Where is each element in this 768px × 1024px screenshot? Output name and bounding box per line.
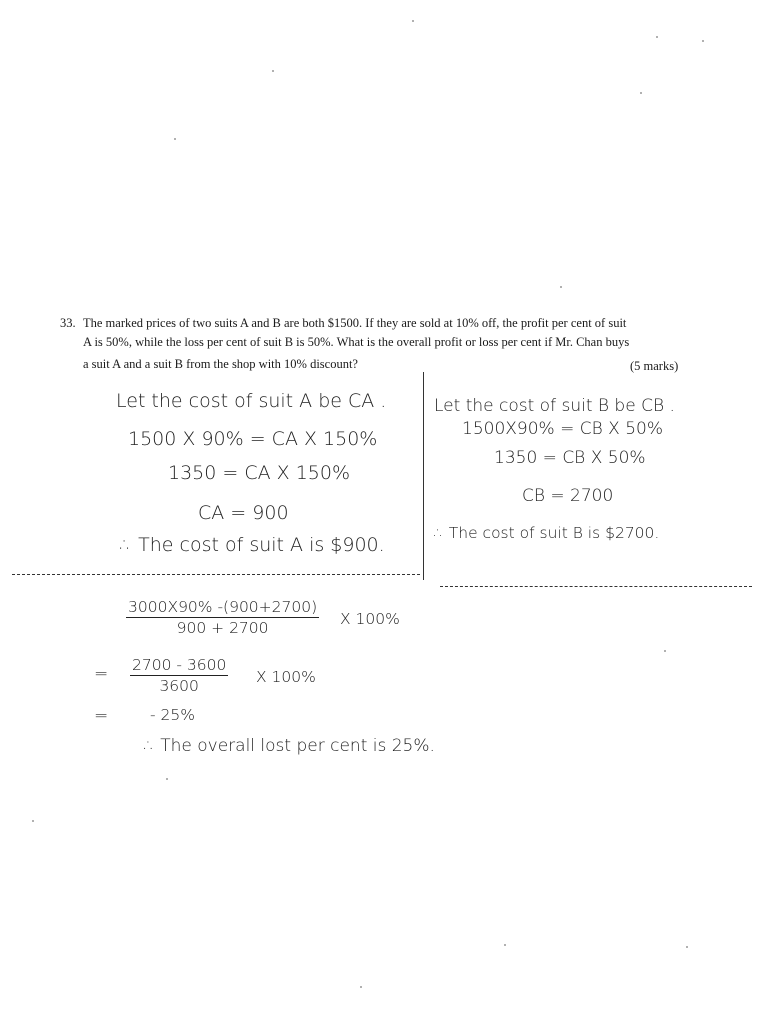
- dashed-divider-right: [440, 586, 752, 587]
- equals-sign-2: =: [94, 706, 109, 726]
- right-work-line-3: 1350 = CB X 50%: [494, 448, 646, 468]
- vertical-divider: [423, 372, 424, 580]
- right-work-line-5: ∴ The cost of suit B is $2700.: [434, 524, 660, 542]
- question-line-2: A is 50%, while the loss per cent of suit B is 50%. What is the overall profit or loss per cent if Mr. Chan buys: [83, 335, 630, 349]
- scan-speck: [686, 946, 688, 948]
- scan-speck: [412, 20, 414, 22]
- scan-speck: [640, 92, 642, 94]
- left-work-line-2: 1500 X 90% = CA X 150%: [128, 428, 378, 450]
- scan-speck: [272, 70, 274, 72]
- result-value: - 25%: [150, 706, 195, 724]
- left-work-line-5: ∴ The cost of suit A is $900.: [120, 534, 385, 556]
- question-number: 33.: [60, 316, 76, 330]
- scan-speck: [560, 286, 562, 288]
- left-work-line-1: Let the cost of suit A be CA .: [116, 390, 387, 412]
- left-work-line-3: 1350 = CA X 150%: [168, 462, 351, 484]
- scan-speck: [32, 820, 34, 822]
- fraction-2-multiplier: X 100%: [256, 668, 316, 686]
- scan-speck: [664, 650, 666, 652]
- scan-speck: [702, 40, 704, 42]
- right-work-line-4: CB = 2700: [522, 486, 614, 506]
- right-work-line-1: Let the cost of suit B be CB .: [434, 396, 675, 416]
- scan-speck: [504, 944, 506, 946]
- fraction-2: [130, 656, 228, 695]
- conclusion-line: ∴ The overall lost per cent is 25%.: [144, 736, 435, 756]
- fraction-1-denominator: 900 + 2700: [176, 619, 269, 637]
- scan-speck: [174, 138, 176, 140]
- scan-speck: [656, 36, 658, 38]
- question-line-3: a suit A and a suit B from the shop with 10% discount?: [83, 357, 358, 371]
- fraction-1: [126, 598, 319, 637]
- question-line-1: The marked prices of two suits A and B are both $1500. If they are sold at 10% off, the profit per cent of suit: [83, 316, 627, 330]
- equals-sign-1: =: [94, 664, 109, 684]
- right-work-line-2: 1500X90% = CB X 50%: [462, 419, 663, 439]
- question-marks: (5 marks): [630, 359, 679, 373]
- fraction-2-denominator: 3600: [159, 677, 199, 695]
- scan-speck: [360, 986, 362, 988]
- scan-speck: [166, 778, 168, 780]
- left-work-line-4: CA = 900: [198, 502, 289, 524]
- fraction-2-numerator: 2700 - 3600: [132, 656, 227, 674]
- fraction-1-numerator: 3000X90% -(900+2700): [128, 598, 318, 616]
- fraction-1-multiplier: X 100%: [340, 610, 400, 628]
- dashed-divider-left: [12, 574, 420, 575]
